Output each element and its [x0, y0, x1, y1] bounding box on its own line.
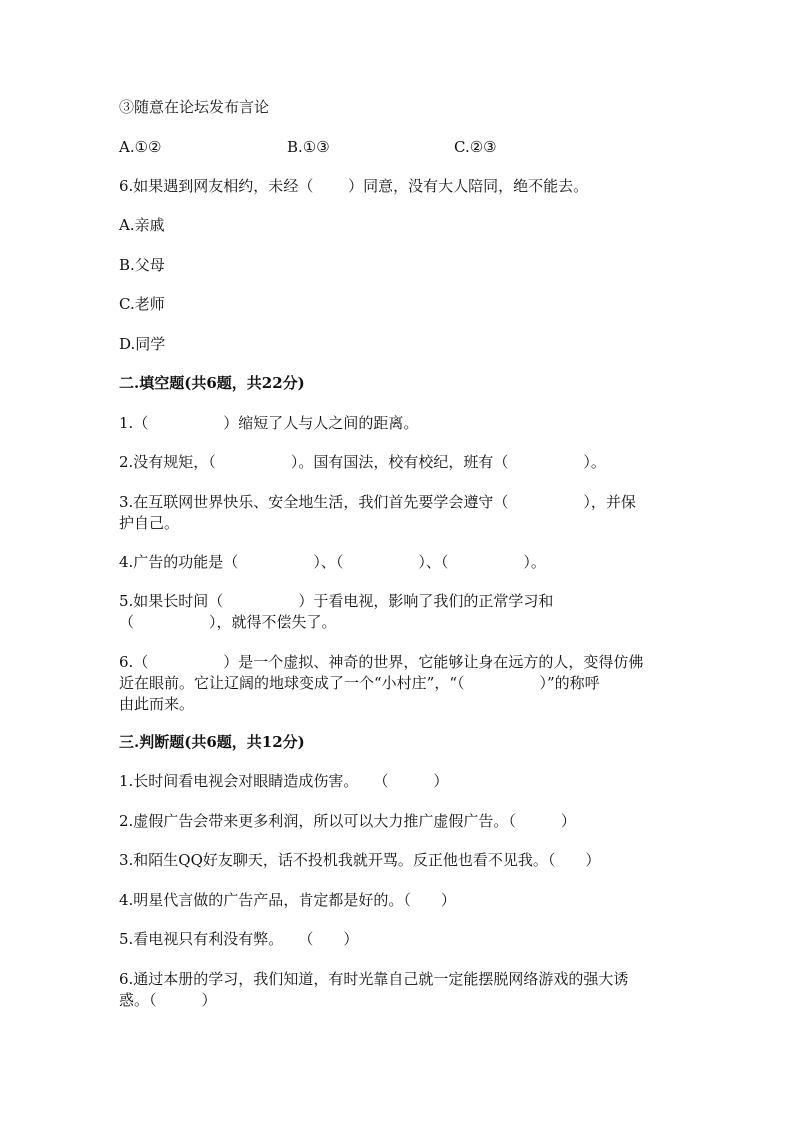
fill-item-2: 2.没有规矩，（ ）。国有国法，校有校纪，班有（ ）。: [119, 453, 606, 471]
section-3-title: 三.判断题(共6题，共12分): [119, 733, 305, 751]
fill-item-3-line-2: 护自己。: [119, 514, 180, 532]
fill-item-5-line-2: （ ），就得不偿失了。: [119, 613, 337, 631]
question-6-option-c: C.老师: [119, 295, 165, 313]
prev-question-item-3: ③随意在论坛发布言论: [119, 98, 270, 116]
fill-item-6-line-3: 由此而来。: [119, 695, 195, 713]
option-a: A.①②: [119, 138, 162, 156]
option-c: C.②③: [454, 138, 497, 156]
judge-item-4: 4.明星代言做的广告产品，肯定都是好的。（ ）: [119, 891, 456, 909]
judge-item-1: 1.长时间看电视会对眼睛造成伤害。 （ ）: [119, 772, 449, 790]
fill-item-1: 1.（ ）缩短了人与人之间的距离。: [119, 414, 419, 432]
question-6-stem: 6.如果遇到网友相约，未经（ ）同意，没有大人陪同，绝不能去。: [119, 177, 589, 195]
fill-item-6-line-2: 近在眼前。它让辽阔的地球变成了一个“小村庄”，“（ ）”的称呼: [119, 674, 600, 692]
question-6-option-a: A.亲戚: [119, 216, 165, 234]
section-2-title: 二.填空题(共6题，共22分): [119, 374, 305, 392]
fill-item-5-line-1: 5.如果长时间（ ）于看电视，影响了我们的正常学习和: [119, 592, 554, 610]
fill-item-3-line-1: 3.在互联网世界快乐、安全地生活，我们首先要学会遵守（ ），并保: [119, 493, 636, 511]
judge-item-6-line-1: 6.通过本册的学习，我们知道，有时光靠自己就一定能摆脱网络游戏的强大诱: [119, 970, 629, 988]
judge-item-6-line-2: 惑。（ ）: [119, 991, 217, 1009]
judge-item-2: 2.虚假广告会带来更多利润，所以可以大力推广虚假广告。（ ）: [119, 812, 576, 830]
fill-item-6-line-1: 6.（ ）是一个虚拟、神奇的世界，它能够让身在远方的人，变得仿佛: [119, 653, 644, 671]
fill-item-4: 4.广告的功能是（ ）、（ ）、（ ）。: [119, 553, 546, 571]
judge-item-3: 3.和陌生QQ好友聊天，话不投机我就开骂。反正他也看不见我。（ ）: [119, 851, 601, 869]
question-6-option-d: D.同学: [119, 335, 166, 353]
option-b: B.①③: [287, 138, 330, 156]
judge-item-5: 5.看电视只有利没有弊。 （ ）: [119, 930, 359, 948]
question-6-option-b: B.父母: [119, 256, 165, 274]
